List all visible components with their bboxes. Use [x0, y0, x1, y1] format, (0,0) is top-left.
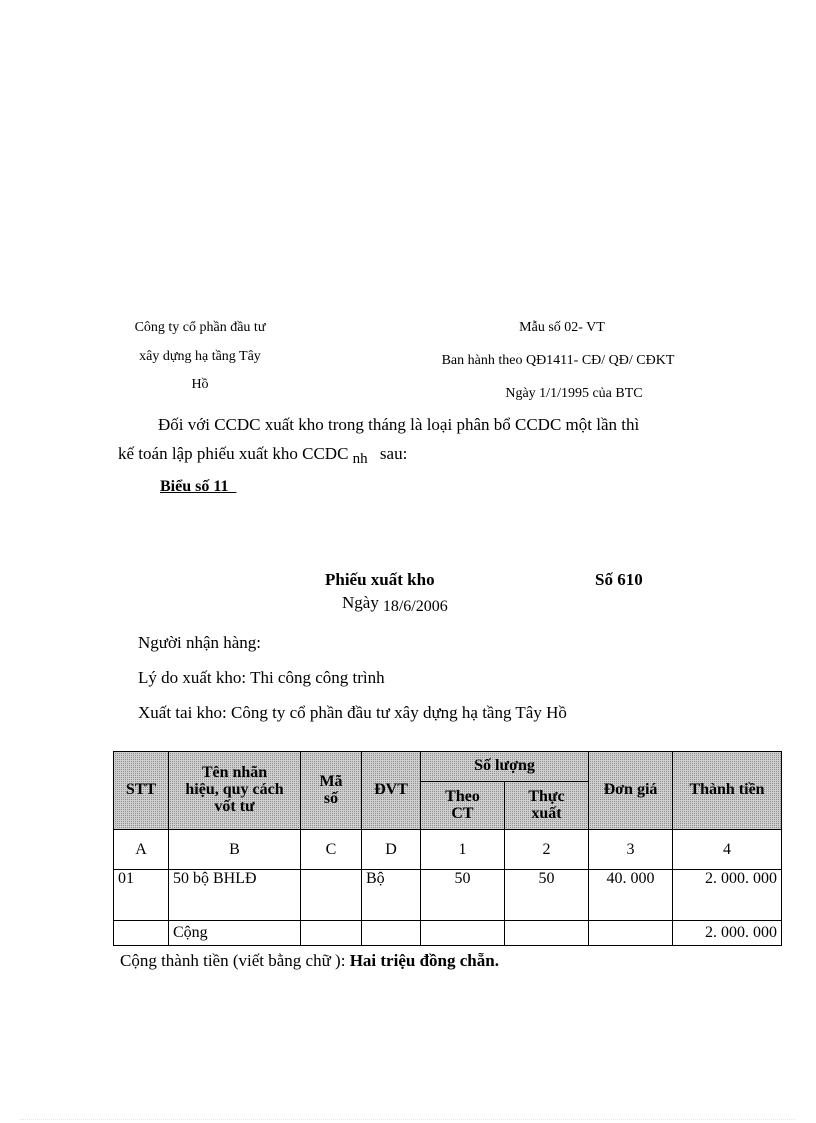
- column-index: A: [114, 830, 169, 870]
- column-index: C: [301, 830, 362, 870]
- cell-empty: [362, 921, 421, 946]
- form-issued-by: Ban hành theo QĐ1411- CĐ/ QĐ/ CĐKT: [441, 353, 675, 368]
- cell-unit: Bộ: [362, 870, 421, 921]
- total-label: Cộng: [169, 921, 301, 946]
- intro-line-2-main: kế toán lập phiếu xuất kho CCDC: [118, 444, 349, 463]
- header-code: Mã số: [301, 752, 362, 830]
- intro-line-2-end: sau:: [379, 444, 408, 463]
- amount-in-words-label: Cộng thành tiền (viết bằng chữ ):: [120, 951, 346, 970]
- cell-empty: [421, 921, 505, 946]
- column-index: 4: [673, 830, 782, 870]
- cell-code: [301, 870, 362, 921]
- form-code: Mẫu số 02- VT: [519, 320, 605, 335]
- cell-empty: [505, 921, 589, 946]
- column-index: D: [362, 830, 421, 870]
- cell-empty: [301, 921, 362, 946]
- cell-amount: 2. 000. 000: [673, 870, 782, 921]
- company-name: [118, 321, 282, 392]
- header-qty-actual: Thực xuất: [505, 782, 589, 830]
- bieu-label: Biểu số 11: [160, 478, 229, 495]
- cell-qty-actual: 50: [505, 870, 589, 921]
- cell-empty: [589, 921, 673, 946]
- reason-line: Lý do xuất kho: Thi công công trình: [138, 668, 385, 687]
- warehouse-line: Xuất tai kho: Công ty cổ phần đầu tư xây dựng hạ tầng Tây Hồ: [138, 703, 567, 722]
- column-index-row: [114, 830, 782, 870]
- form-date: Ngày 1/1/1995 của BTC: [505, 386, 643, 401]
- page-edge-line: [20, 1119, 796, 1120]
- header-row-1: [114, 752, 782, 782]
- intro-line-2: [118, 444, 408, 467]
- header-stt: STT: [114, 752, 169, 830]
- cell-unit-price: 40. 000: [589, 870, 673, 921]
- column-index: 2: [505, 830, 589, 870]
- cell-qty-per-doc: 50: [421, 870, 505, 921]
- slip-date-value: 18/6/2006: [382, 598, 448, 615]
- column-index: 1: [421, 830, 505, 870]
- slip-date: [342, 593, 448, 613]
- header-unit: ĐVT: [362, 752, 421, 830]
- table-row: [114, 870, 782, 921]
- cell-empty: [114, 921, 169, 946]
- amount-in-words-value: Hai triệu đồng chẵn.: [349, 951, 499, 970]
- total-amount: 2. 000. 000: [673, 921, 782, 946]
- company-line-3: Hồ: [191, 377, 209, 392]
- issue-slip-table: [113, 751, 782, 946]
- header-quantity: Số lượng: [421, 752, 589, 782]
- cell-item-name: 50 bộ BHLĐ: [169, 870, 301, 921]
- total-row: [114, 921, 782, 946]
- intro-line-1: Đối với CCDC xuất kho trong tháng là loại phân bổ CCDC một lần thì: [158, 415, 640, 434]
- slip-number: Số 610: [595, 570, 643, 589]
- slip-date-label: Ngày: [342, 593, 379, 612]
- receiver-line: Người nhận hàng:: [138, 633, 262, 652]
- header-amount: Thành tiền: [673, 752, 782, 830]
- header-unit-price: Đơn giá: [589, 752, 673, 830]
- column-index: 3: [589, 830, 673, 870]
- slip-title: Phiếu xuất kho: [325, 570, 435, 589]
- column-index: B: [169, 830, 301, 870]
- intro-line-2-sub: nh: [352, 451, 368, 467]
- company-line-2: xây dựng hạ tầng Tây: [139, 349, 261, 364]
- header-qty-per-doc: Theo CT: [421, 782, 505, 830]
- amount-in-words: [120, 951, 499, 971]
- company-line-1: Công ty cổ phần đầu tư: [134, 320, 266, 335]
- header-item-name: Tên nhãn hiệu, quy cách vốt tư: [169, 752, 301, 830]
- cell-stt: 01: [114, 870, 169, 921]
